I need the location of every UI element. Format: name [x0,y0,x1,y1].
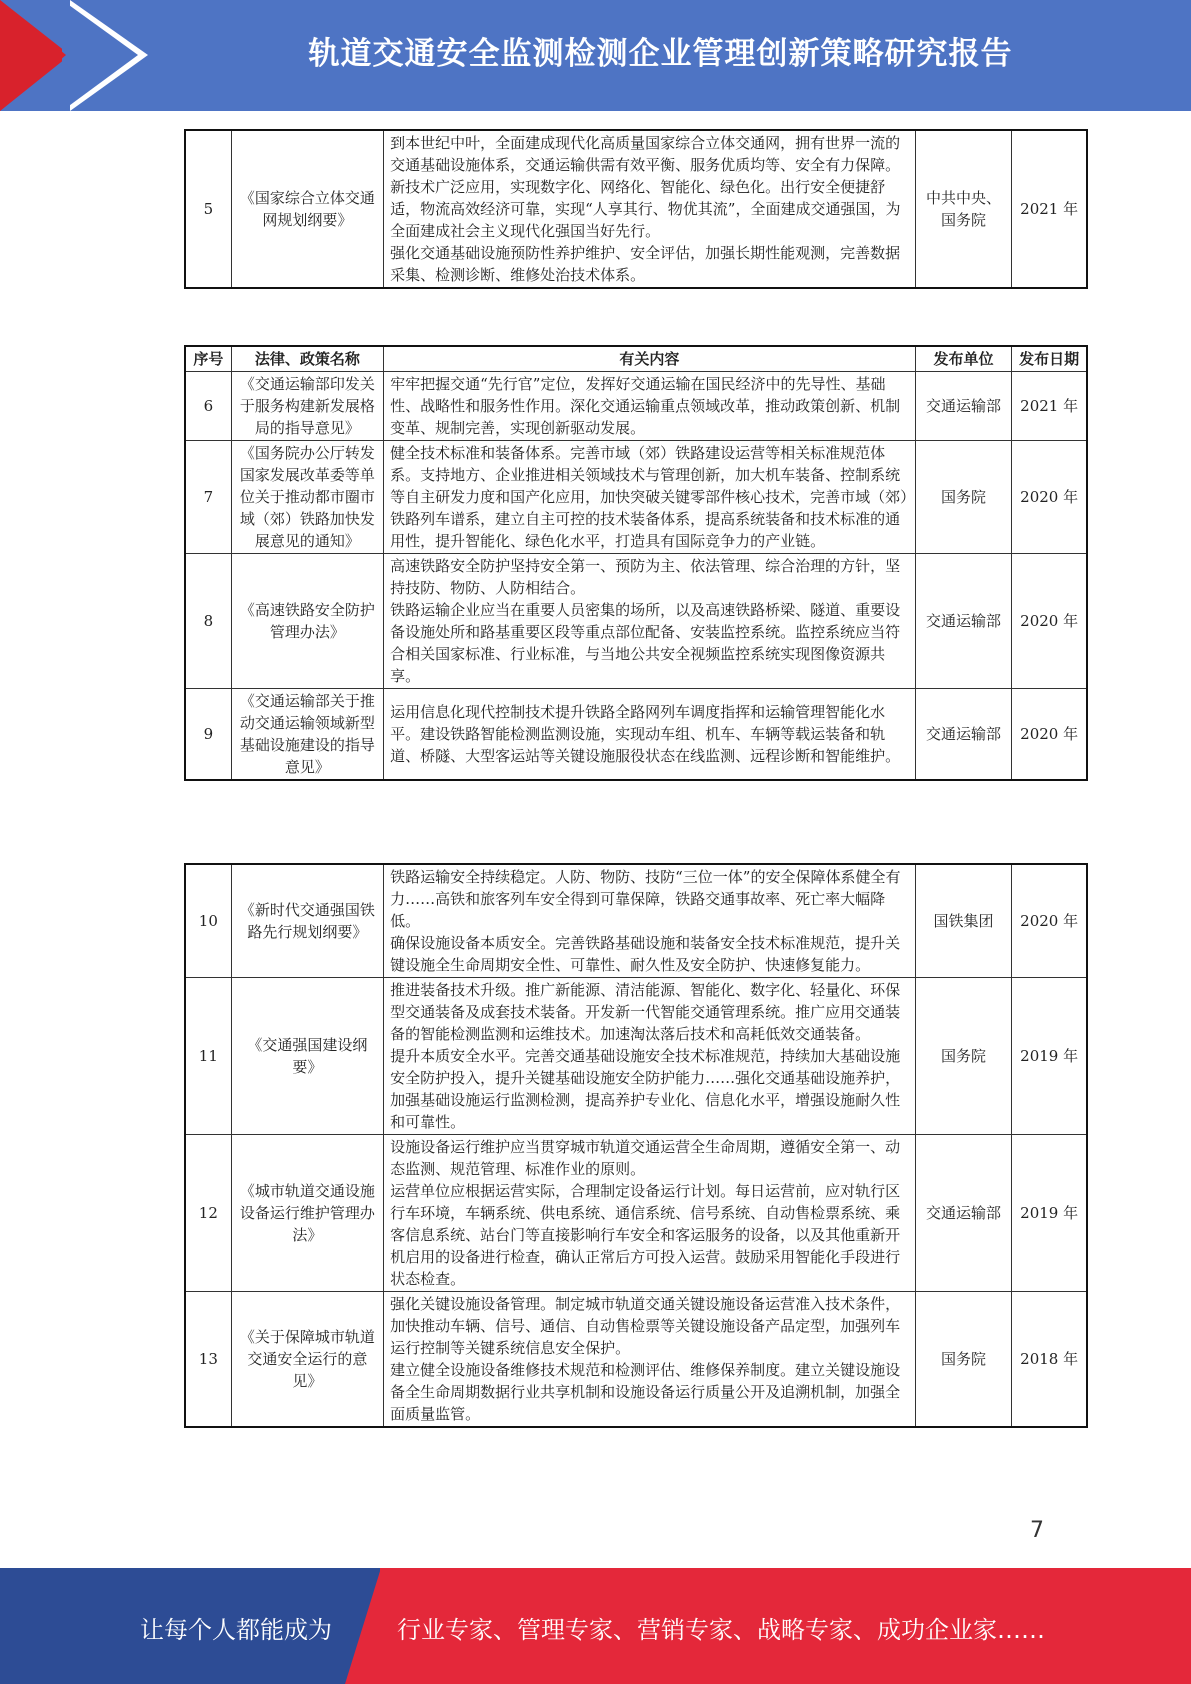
table-header-row [185,346,1087,372]
row-year: 2019 年 [1012,978,1087,1135]
row-index: 10 [185,864,231,978]
page-title: 轨道交通安全监测检测企业管理创新策略研究报告 [308,35,1013,72]
row-content [384,689,916,781]
page-number: 7 [1030,1518,1044,1543]
row-content [384,978,916,1135]
table-row [185,689,1087,781]
content-paragraph: 健全技术标准和装备体系。完善市域（郊）铁路建设运营等相关标准规范体系。支持地方、企业推进相关领域技术与管理创新，加大机车装备、控制系统等自主研发力度和国产化应用，加快突破关键零部件核心技术，完善市域（郊）铁路列车谱系，建立自主可控的技术装备体系，提高系统装备和技术标准的通用性，提升智能化、绿色化水平，打造具有国际竞争力的产业链。 [390,444,908,550]
row-year: 2019 年 [1012,1135,1087,1292]
row-year: 2018 年 [1012,1292,1087,1428]
header-red-chevron-front [0,0,66,111]
row-policy-name: 《新时代交通强国铁路先行规划纲要》 [231,864,383,978]
content-paragraph: 运用信息化现代控制技术提升铁路全路网列车调度指挥和运输管理智能化水平。建设铁路智能检测监测设施，实现动车组、机车、车辆等载运装备和轨道、桥隧、大型客运站等关键设施服役状态在线监测、远程诊断和智能维护。 [390,703,901,765]
header-idx: 序号 [185,346,231,372]
row-content [384,441,916,554]
row-index: 7 [185,441,231,554]
row-publisher: 中共中央、国务院 [915,130,1012,288]
row-year: 2021 年 [1012,130,1087,288]
table-row [185,441,1087,554]
policy-table-1 [184,129,1088,289]
row-policy-name: 《交通运输部印发关于服务构建新发展格局的指导意见》 [231,372,383,441]
header-name: 法律、政策名称 [231,346,383,372]
row-index: 11 [185,978,231,1135]
row-policy-name: 《国务院办公厅转发国家发展改革委等单位关于推动都市圈市域（郊）铁路加快发展意见的通知》 [231,441,383,554]
row-publisher: 国务院 [915,1292,1012,1428]
content-paragraph: 强化关键设施设备管理。制定城市轨道交通关键设施设备运营准入技术条件，加快推动车辆、信号、通信、自动售检票等关键设施设备产品定型，加强列车运行控制等关键系统信息安全保护。 [390,1295,901,1357]
content-paragraph: 铁路运输企业应当在重要人员密集的场所，以及高速铁路桥梁、隧道、重要设备设施处所和路基重要区段等重点部位配备、安装监控系统。监控系统应当符合相关国家标准、行业标准，与当地公共安全视频监控系统实现图像资源共享。 [390,601,901,685]
content-paragraph: 提升本质安全水平。完善交通基础设施安全技术标准规范，持续加大基础设施安全防护投入，提升关键基础设施安全防护能力……强化交通基础设施养护，加强基础设施运行监测检测，提高养护专业化、信息化水平，增强设施耐久性和可靠性。 [390,1047,901,1131]
row-content [384,1135,916,1292]
row-year: 2020 年 [1012,864,1087,978]
row-policy-name: 《关于保障城市轨道交通安全运行的意见》 [231,1292,383,1428]
row-year: 2020 年 [1012,441,1087,554]
table-row [185,372,1087,441]
row-publisher: 国务院 [915,978,1012,1135]
header-year: 发布日期 [1012,346,1087,372]
row-publisher: 交通运输部 [915,1135,1012,1292]
row-content [384,864,916,978]
row-publisher: 交通运输部 [915,554,1012,689]
content-paragraph: 强化交通基础设施预防性养护维护、安全评估，加强长期性能观测，完善数据采集、检测诊断、维修处治技术体系。 [390,244,901,284]
row-content [384,130,916,288]
row-content [384,1292,916,1428]
row-publisher: 交通运输部 [915,372,1012,441]
row-policy-name: 《城市轨道交通设施设备运行维护管理办法》 [231,1135,383,1292]
row-index: 6 [185,372,231,441]
content-paragraph: 建立健全设施设备维修技术规范和检测评估、维修保养制度。建立关键设施设备全生命周期数据行业共享机制和设施设备运行质量公开及追溯机制，加强全面质量监管。 [390,1361,901,1423]
content-paragraph: 高速铁路安全防护坚持安全第一、预防为主、依法管理、综合治理的方针，坚持技防、物防、人防相结合。 [390,557,901,597]
row-index: 12 [185,1135,231,1292]
row-publisher: 交通运输部 [915,689,1012,781]
footer-slogan-right: 行业专家、管理专家、营销专家、战略专家、成功企业家…… [397,1616,1045,1644]
content-paragraph: 设施设备运行维护应当贯穿城市轨道交通运营全生命周期，遵循安全第一、动态监测、规范管理、标准作业的原则。 [390,1138,901,1178]
row-content [384,554,916,689]
row-policy-name: 《国家综合立体交通网规划纲要》 [231,130,383,288]
policy-table-3 [184,863,1088,1428]
row-index: 13 [185,1292,231,1428]
row-year: 2020 年 [1012,689,1087,781]
table-row [185,554,1087,689]
content-paragraph: 确保设施设备本质安全。完善铁路基础设施和装备安全技术标准规范，提升关键设施全生命周期安全性、可靠性、耐久性及安全防护、快速修复能力。 [390,934,901,974]
row-year: 2020 年 [1012,554,1087,689]
content-paragraph: 牢牢把握交通“先行官”定位，发挥好交通运输在国民经济中的先导性、基础性、战略性和服务性作用。深化交通运输重点领域改革，推动政策创新、机制变革、规制完善，实现创新驱动发展。 [390,375,901,437]
table-row [185,1292,1087,1428]
table-row [185,1135,1087,1292]
row-index: 5 [185,130,231,288]
content-paragraph: 推进装备技术升级。推广新能源、清洁能源、智能化、数字化、轻量化、环保型交通装备及成套技术装备。开发新一代智能交通管理系统。推广应用交通装备的智能检测监测和运维技术。加速淘汰落后技术和高耗低效交通装备。 [390,981,901,1043]
table-row [185,864,1087,978]
content-paragraph: 铁路运输安全持续稳定。人防、物防、技防“三位一体”的安全保障体系健全有力……高铁和旅客列车安全得到可靠保障，铁路交通事故率、死亡率大幅降低。 [390,868,901,930]
table-row [185,130,1087,288]
footer-slant [345,1568,381,1684]
content-paragraph: 到本世纪中叶，全面建成现代化高质量国家综合立体交通网，拥有世界一流的交通基础设施体系，交通运输供需有效平衡、服务优质均等、安全有力保障。新技术广泛应用，实现数字化、网络化、智能化、绿色化。出行安全便捷舒适，物流高效经济可靠，实现“人享其行、物优其流”，全面建成交通强国，为全面建成社会主义现代化强国当好先行。 [390,134,901,240]
row-policy-name: 《交通运输部关于推动交通运输领域新型基础设施建设的指导意见》 [231,689,383,781]
row-index: 9 [185,689,231,781]
row-publisher: 国铁集团 [915,864,1012,978]
row-policy-name: 《交通强国建设纲要》 [231,978,383,1135]
footer-slogan-left: 让每个人都能成为 [140,1616,332,1644]
row-publisher: 国务院 [915,441,1012,554]
row-index: 8 [185,554,231,689]
header-content: 有关内容 [384,346,916,372]
row-policy-name: 《高速铁路安全防护管理办法》 [231,554,383,689]
policy-table-2 [184,345,1088,781]
row-content [384,372,916,441]
content-paragraph: 运营单位应根据运营实际，合理制定设备运行计划。每日运营前，应对轨行区行车环境，车辆系统、供电系统、通信系统、信号系统、自动售检票系统、乘客信息系统、站台门等直接影响行车安全和客运服务的设备，以及其他重新开机启用的设备进行检查，确认正常后方可投入运营。鼓励采用智能化手段进行状态检查。 [390,1182,901,1288]
header-unit: 发布单位 [915,346,1012,372]
row-year: 2021 年 [1012,372,1087,441]
header-chevron-mask [62,0,138,111]
table-row [185,978,1087,1135]
